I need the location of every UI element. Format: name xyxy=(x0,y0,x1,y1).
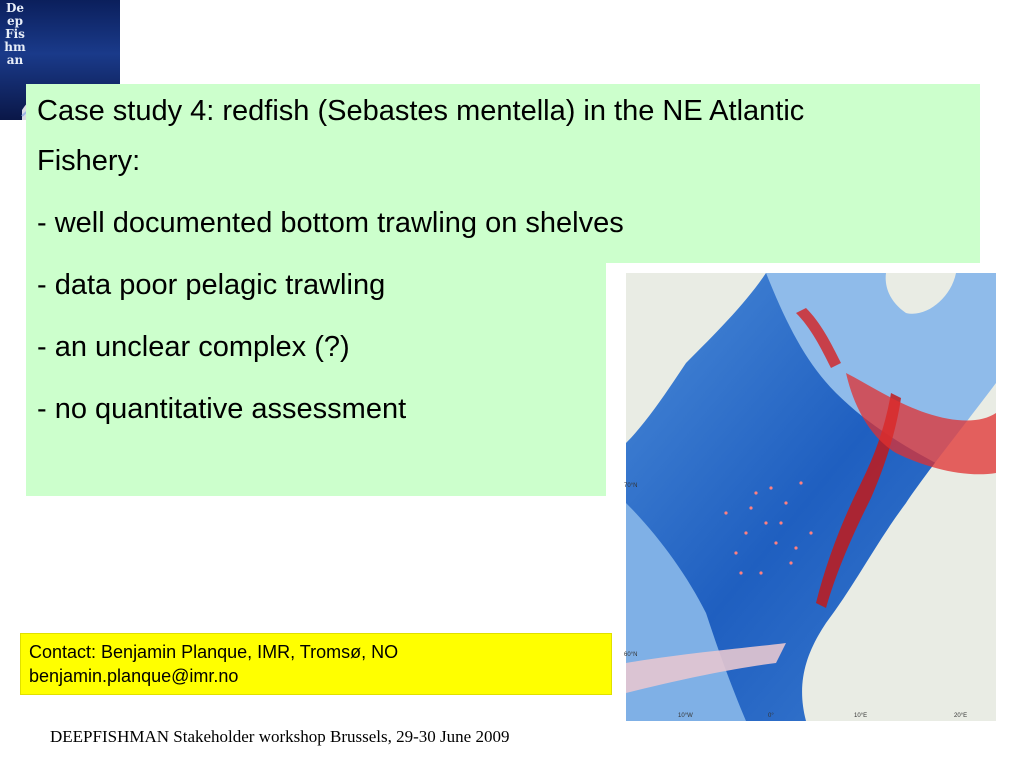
map-graphic xyxy=(626,273,996,721)
fishery-heading: Fishery: xyxy=(37,145,141,177)
footer-text: DEEPFISHMAN Stakeholder workshop Brussels, 29-30 June 2009 xyxy=(50,727,510,746)
lon-label: 10°E xyxy=(854,713,868,719)
bullet-item: - no quantitative assessment xyxy=(37,393,407,425)
logo-text: DeepFishman xyxy=(4,1,26,67)
lon-label: 10°W xyxy=(678,713,693,719)
lon-label: 0° xyxy=(768,713,774,719)
bullet-item: - an unclear complex (?) xyxy=(37,331,350,363)
lon-label: 20°E xyxy=(954,713,968,719)
contact-email: benjamin.planque@imr.no xyxy=(29,666,239,686)
contact-box xyxy=(20,633,612,695)
redfish-distribution-map xyxy=(606,263,1008,725)
contact-line: Contact: Benjamin Planque, IMR, Tromsø, NO xyxy=(29,642,399,662)
bullet-item: - well documented bottom trawling on shelves xyxy=(37,207,624,239)
bullet-item: - data poor pelagic trawling xyxy=(37,269,386,301)
lat-label: 70°N xyxy=(624,483,638,489)
lat-label: 60°N xyxy=(624,652,638,658)
slide-title: Case study 4: redfish (Sebastes mentella) in the NE Atlantic xyxy=(37,95,805,127)
